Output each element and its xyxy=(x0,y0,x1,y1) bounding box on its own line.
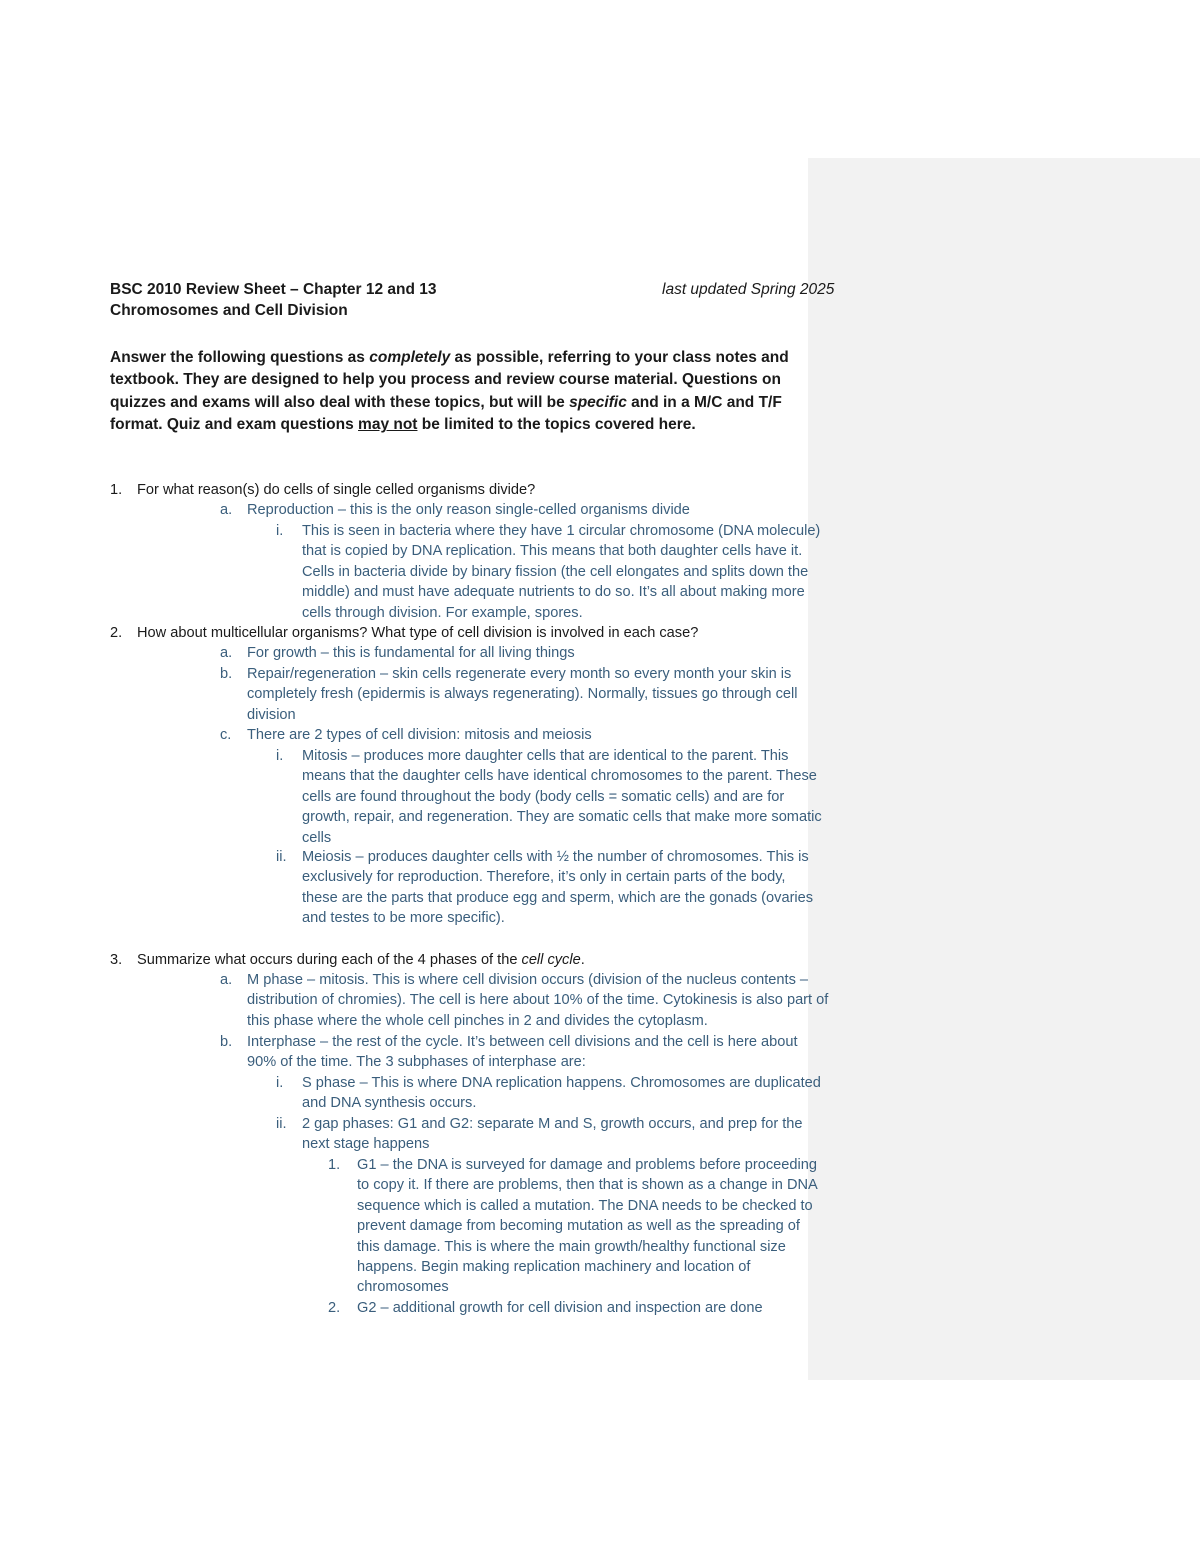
list-marker: i. xyxy=(276,1075,284,1091)
answer-text: Mitosis – produces more daughter cells that are identical to the parent. This means that the daughter cells have identical chromosomes to the parent. These cells are found throughout the body (body cells = somatic cells) and are for growth, repair, and regeneration. They are somatic cells that make more somatic cells xyxy=(302,748,822,846)
list-marker: a. xyxy=(220,502,233,518)
list-marker: ii. xyxy=(276,1116,287,1132)
list-marker: 1. xyxy=(328,1157,341,1173)
answer-text: Meiosis – produces daughter cells with ½ the number of chromosomes. This is exclusively for reproduction. Therefore, it’s only in certain parts of the body, these are the parts that produce egg and sperm, which are the gonads (ovaries and testes to be more specific). xyxy=(302,849,814,927)
answer-text: G2 – additional growth for cell division and inspection are done xyxy=(357,1300,763,1316)
question-number: 1. xyxy=(110,482,123,498)
list-marker: i. xyxy=(276,748,284,764)
document-title: BSC 2010 Review Sheet – Chapter 12 and 13 xyxy=(110,281,437,298)
question-number: 2. xyxy=(110,625,123,641)
list-marker: 2. xyxy=(328,1300,341,1316)
answer-text: There are 2 types of cell division: mitosis and meiosis xyxy=(247,727,592,743)
list-marker: c. xyxy=(220,727,232,743)
question-text: For what reason(s) do cells of single celled organisms divide? xyxy=(137,482,536,498)
list-marker: a. xyxy=(220,972,233,988)
answer-text: This is seen in bacteria where they have 1 circular chromosome (DNA molecule) that is copied by DNA replication. This means that both daughter cells have it. Cells in bacteria divide by binary fission (the cell elongates and splits down the middle) and must have adequate nutrients to do so. It’s all about making more cells through division. For example, spores. xyxy=(302,523,821,621)
list-marker: i. xyxy=(276,523,284,539)
list-marker: b. xyxy=(220,666,233,682)
question-text: How about multicellular organisms? What type of cell division is involved in each case? xyxy=(137,625,699,641)
list-marker: b. xyxy=(220,1034,233,1050)
answer-text: G1 – the DNA is surveyed for damage and problems before proceeding to copy it. If there are problems, then that is shown as a change in DNA sequence which is called a mutation. The DNA needs to be checked to prevent damage from becoming mutation as well as the spreading of this damage. This is where the main growth/healthy functional size happens. Begin making replication machinery and location of chromosomes xyxy=(357,1157,817,1296)
answer-text: Repair/regeneration – skin cells regenerate every month so every month your skin is completely fresh (epidermis is always regenerating). Normally, tissues go through cell division xyxy=(247,666,798,723)
instructions-paragraph: Answer the following questions as completely as possible, referring to your class notes and textbook. They are designed to help you process and review course material. Questions on quizzes and exams will also deal with these topics, but will be specific and in a M/C and T/F format. Quiz and exam questions may not be limited to the topics covered here. xyxy=(110,349,789,434)
answer-text: 2 gap phases: G1 and G2: separate M and S, growth occurs, and prep for the next stage happens xyxy=(302,1116,803,1153)
list-marker: ii. xyxy=(276,849,287,865)
list-marker: a. xyxy=(220,645,233,661)
answer-text: Interphase – the rest of the cycle. It’s between cell divisions and the cell is here about 90% of the time. The 3 subphases of interphase are: xyxy=(247,1034,798,1071)
answer-text: For growth – this is fundamental for all living things xyxy=(247,645,575,661)
question-number: 3. xyxy=(110,952,123,968)
question-text: Summarize what occurs during each of the 4 phases of the cell cycle. xyxy=(137,952,585,968)
document-subtitle: Chromosomes and Cell Division xyxy=(110,302,348,319)
answer-text: Reproduction – this is the only reason single-celled organisms divide xyxy=(247,502,690,518)
answer-text: S phase – This is where DNA replication happens. Chromosomes are duplicated and DNA synthesis occurs. xyxy=(302,1075,821,1112)
answer-text: M phase – mitosis. This is where cell division occurs (division of the nucleus contents – distribution of chromies). The cell is here about 10% of the time. Cytokinesis is also part of this phase where the whole cell pinches in 2 and divides the cytoplasm. xyxy=(247,972,829,1029)
comment-pane xyxy=(808,158,1200,1380)
last-updated-date: last updated Spring 2025 xyxy=(662,281,835,298)
